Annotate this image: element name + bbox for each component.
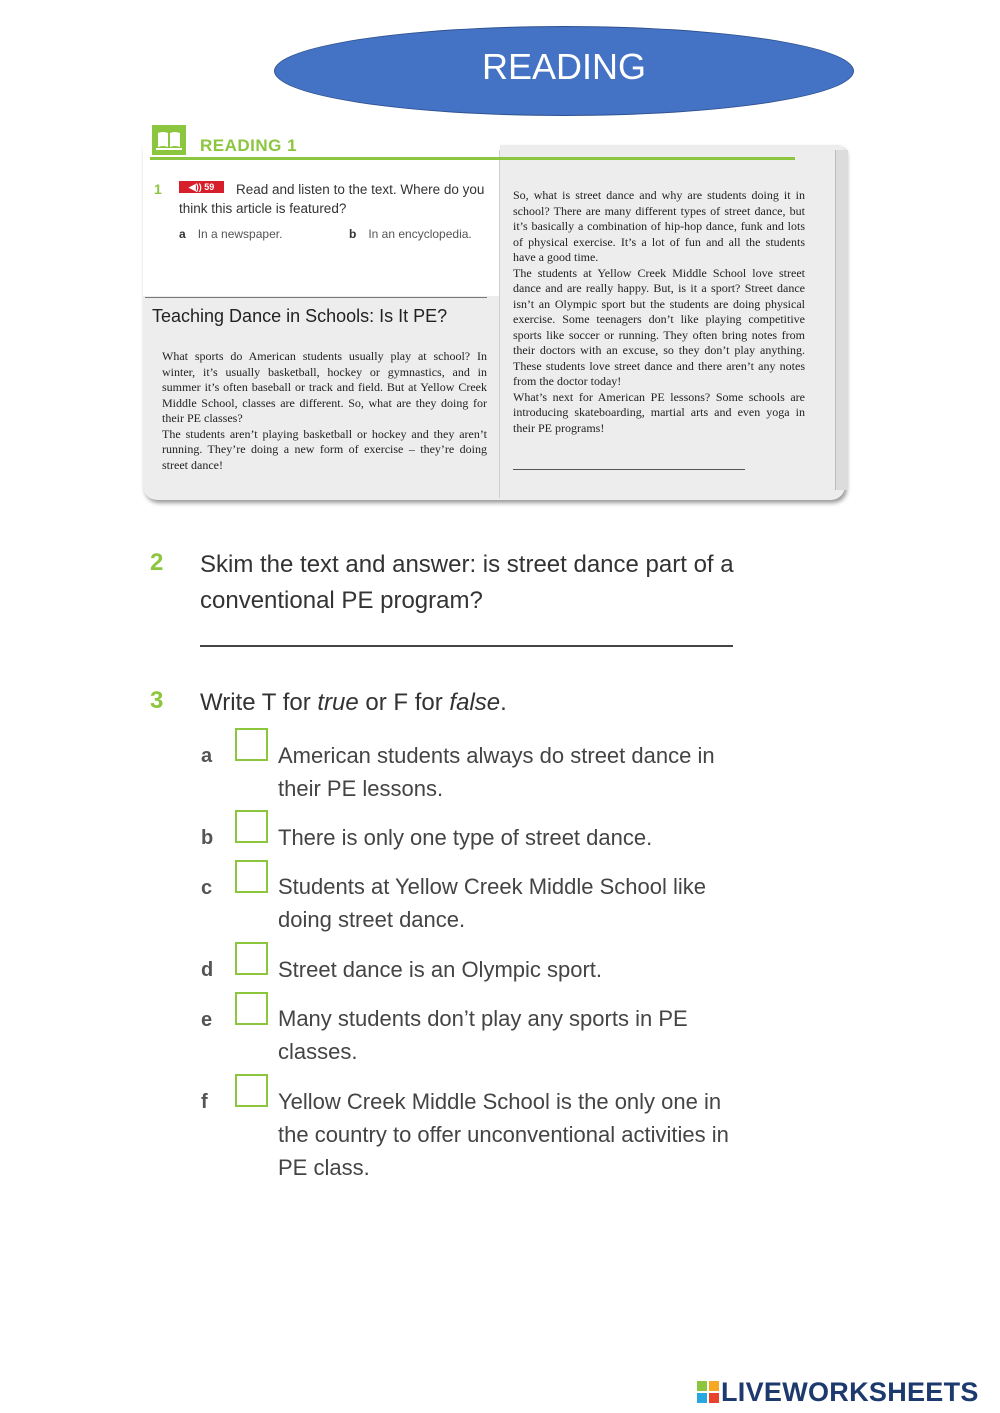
item-letter-f: f (201, 1091, 208, 1113)
exercise2-question: Skim the text and answer: is street dance part of a conventional PE program? (200, 551, 734, 614)
statement-a: American students always do street dance in their PE lessons. (278, 743, 715, 801)
article-left-column (162, 349, 487, 473)
instruction-false: false (449, 689, 501, 716)
statement-c: Students at Yellow Creek Middle School like doing street dance. (278, 874, 707, 932)
exercise3-instruction (200, 685, 507, 721)
article-right-column (513, 188, 805, 436)
liveworksheets-logo-icon (697, 1381, 719, 1403)
instruction-true: true (317, 689, 359, 716)
exercise1-option-a (179, 227, 282, 241)
panel-mask (143, 120, 500, 160)
page-title: READING (481, 46, 647, 87)
instruction-text: or F for (358, 689, 450, 716)
option-text: In an encyclopedia. (368, 227, 472, 241)
article-paragraph: What’s next for American PE lessons? Some schools are introducing skateboarding, martial arts and even yoga in their PE programs! (513, 389, 805, 435)
statement-d: Street dance is an Olympic sport. (278, 957, 603, 982)
item-letter-a: a (201, 745, 213, 767)
audio-track-badge[interactable]: ◀)) 59 (179, 181, 224, 193)
liveworksheets-logo-text: LIVEWORKSHEETS (721, 1377, 979, 1407)
exercise1-question: Read and listen to the text. Where do you think this article is featured? (179, 182, 485, 216)
article-paragraph: What sports do American students usually play at school? In winter, it’s usually basketball, hockey or gymnastics, and in summer it’s often baseball or track and field. But at Yellow Creek Middle School, classes are different. So, what are they doing for their PE classes? (162, 349, 487, 425)
exercise1-number: 1 (154, 181, 162, 197)
option-letter: b (349, 227, 357, 241)
article-paragraph: So, what is street dance and why are students doing it in school? There are many different types of street dance, but it’s basically a combination of hip-hop dance, funk and lots of physical exercise. It’s a lot of fun and all the students have a good time. (513, 188, 805, 264)
answer-box-f[interactable] (235, 1074, 268, 1107)
statement-b: There is only one type of street dance. (278, 825, 653, 850)
exercise1-option-b (349, 227, 472, 241)
page-edge (835, 150, 848, 490)
option-letter: a (179, 227, 186, 241)
column-divider (499, 150, 500, 498)
option-text: In a newspaper. (197, 227, 283, 241)
answer-box-b[interactable] (235, 810, 268, 843)
instruction-text: . (500, 689, 507, 716)
article-title-rule (145, 297, 487, 298)
item-letter-d: d (201, 959, 214, 981)
article-paragraph: The students at Yellow Creek Middle School love street dance and are really happy. But, is it a sport? Street dance isn’t an Olympic sport but the students are doing physical exercise. Some teenagers don’t like playing competitive sports like soccer or running. They often bring notes from their doctors with an excuse, so they don’t play anything. These students love street dance and there aren’t any notes from the doctor today! (513, 265, 805, 388)
section-rule (150, 157, 795, 160)
exercise3-number: 3 (150, 687, 164, 714)
exercise2-answer-line[interactable] (200, 645, 733, 647)
answer-box-a[interactable] (235, 728, 268, 761)
statement-e: Many students don’t play any sports in PE classes. (278, 1006, 688, 1064)
exercise2-number: 2 (150, 549, 164, 576)
answer-box-d[interactable] (235, 942, 268, 975)
item-letter-e: e (201, 1009, 213, 1031)
answer-box-e[interactable] (235, 992, 268, 1025)
article-paragraph: The students aren’t playing basketball or hockey and they aren’t running. They’re doing a new form of exercise – they’re doing street dance! (162, 426, 487, 472)
statement-f: Yellow Creek Middle School is the only one in the country to offer unconventional activities in PE class. (278, 1089, 729, 1180)
item-letter-c: c (201, 877, 213, 899)
item-letter-b: b (201, 827, 214, 849)
answer-box-c[interactable] (235, 860, 268, 893)
book-icon (152, 125, 186, 155)
section-label: READING 1 (200, 136, 298, 155)
article-end-rule (513, 469, 745, 470)
article-title: Teaching Dance in Schools: Is It PE? (152, 306, 448, 326)
instruction-text: Write T for (200, 689, 318, 716)
